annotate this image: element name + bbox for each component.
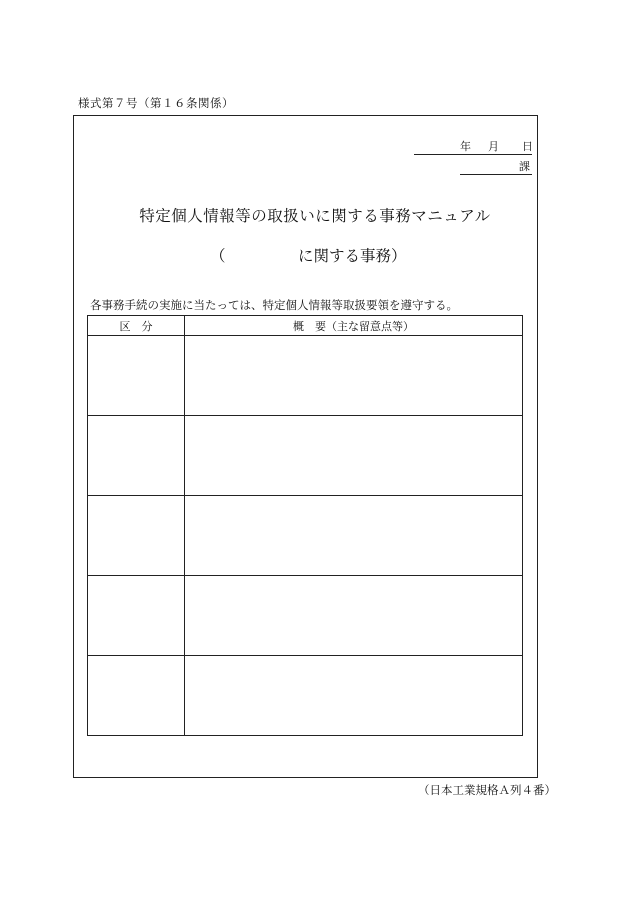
category-cell[interactable] (88, 656, 185, 736)
category-cell[interactable] (88, 576, 185, 656)
document-title: 特定個人情報等の取扱いに関する事務マニュアル (139, 207, 491, 225)
summary-cell[interactable] (185, 336, 523, 416)
summary-cell[interactable] (185, 656, 523, 736)
day-label: 日 (522, 140, 533, 153)
table-header-row (88, 316, 523, 336)
date-field[interactable] (414, 138, 532, 155)
form-number: 様式第７号（第１６条関係） (78, 96, 234, 110)
header-summary: 概 要（主な留意点等） (185, 316, 523, 336)
summary-cell[interactable] (185, 576, 523, 656)
manual-table (87, 315, 523, 736)
summary-cell[interactable] (185, 496, 523, 576)
instruction-text: 各事務手続の実施に当たっては、特定個人情報等取扱要領を遵守する。 (90, 298, 458, 312)
header-category: 区 分 (88, 316, 185, 336)
table-row (88, 496, 523, 576)
subtitle-text: に関する事務） (298, 247, 407, 265)
summary-cell[interactable] (185, 416, 523, 496)
category-cell[interactable] (88, 336, 185, 416)
department-label: 課 (519, 160, 530, 173)
subtitle-open-paren: （ (210, 247, 226, 265)
month-label: 月 (488, 140, 499, 153)
paper-size-note: （日本工業規格Ａ列４番） (418, 783, 556, 797)
department-field[interactable] (460, 158, 532, 175)
year-label: 年 (460, 140, 471, 153)
table-row (88, 416, 523, 496)
table-row (88, 336, 523, 416)
subtitle (210, 244, 410, 266)
table-row (88, 576, 523, 656)
category-cell[interactable] (88, 416, 185, 496)
table-row (88, 656, 523, 736)
category-cell[interactable] (88, 496, 185, 576)
